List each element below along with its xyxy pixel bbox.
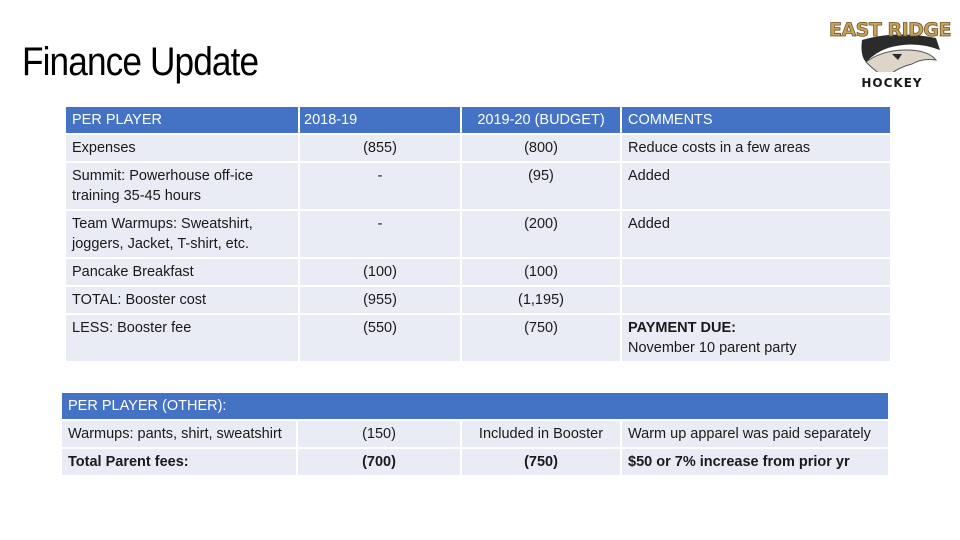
value-2018-19: (700) (298, 449, 462, 477)
row-label: Expenses (66, 135, 300, 163)
value-2018-19: (150) (298, 421, 462, 449)
header-per-player-other: PER PLAYER (OTHER): (62, 393, 890, 421)
value-2019-20: (750) (462, 315, 622, 363)
value-2019-20: (1,195) (462, 287, 622, 315)
value-2018-19: (855) (300, 135, 462, 163)
value-2018-19: (550) (300, 315, 462, 363)
comment: $50 or 7% increase from prior yr (622, 449, 890, 477)
comment: Added (622, 163, 892, 211)
table-row (62, 421, 890, 449)
value-2019-20: (100) (462, 259, 622, 287)
table-row (66, 287, 892, 315)
row-label: LESS: Booster fee (66, 315, 300, 363)
comment (622, 287, 892, 315)
row-label: Total Parent fees: (62, 449, 298, 477)
row-label: Pancake Breakfast (66, 259, 300, 287)
table-row (66, 163, 892, 211)
table-row (66, 315, 892, 363)
value-2019-20: (750) (462, 449, 622, 477)
payment-due-label: PAYMENT DUE: (628, 320, 736, 336)
svg-text:HOCKEY: HOCKEY (861, 76, 923, 90)
table-row (62, 449, 890, 477)
payment-due-date: November 10 parent party (628, 340, 797, 356)
table-row (66, 211, 892, 259)
header-2019-20-budget: 2019-20 (BUDGET) (462, 107, 622, 135)
per-player-table (66, 107, 892, 363)
value-2018-19: - (300, 211, 462, 259)
east-ridge-hockey-logo (829, 10, 951, 92)
comment: Added (622, 211, 892, 259)
comment (622, 315, 892, 363)
value-2018-19: - (300, 163, 462, 211)
table-row (66, 135, 892, 163)
svg-text:EAST RIDGE: EAST RIDGE (829, 19, 951, 41)
comment: Warm up apparel was paid separately (622, 421, 890, 449)
table-header-row (66, 107, 892, 135)
table-row (66, 259, 892, 287)
row-label: Summit: Powerhouse off-ice training 35-45 hours (66, 163, 300, 211)
value-2018-19: (955) (300, 287, 462, 315)
value-2019-20: (200) (462, 211, 622, 259)
comment: Reduce costs in a few areas (622, 135, 892, 163)
header-comments: COMMENTS (622, 107, 892, 135)
value-2018-19: (100) (300, 259, 462, 287)
value-2019-20: (800) (462, 135, 622, 163)
page-title: Finance Update (22, 40, 259, 84)
header-per-player: PER PLAYER (66, 107, 300, 135)
header-2018-19: 2018-19 (300, 107, 462, 135)
value-2019-20: Included in Booster (462, 421, 622, 449)
row-label: Warmups: pants, shirt, sweatshirt (62, 421, 298, 449)
row-label: TOTAL: Booster cost (66, 287, 300, 315)
table-header-row (62, 393, 890, 421)
per-player-other-table (62, 393, 890, 477)
comment (622, 259, 892, 287)
value-2019-20: (95) (462, 163, 622, 211)
row-label: Team Warmups: Sweatshirt, joggers, Jacket, T-shirt, etc. (66, 211, 300, 259)
